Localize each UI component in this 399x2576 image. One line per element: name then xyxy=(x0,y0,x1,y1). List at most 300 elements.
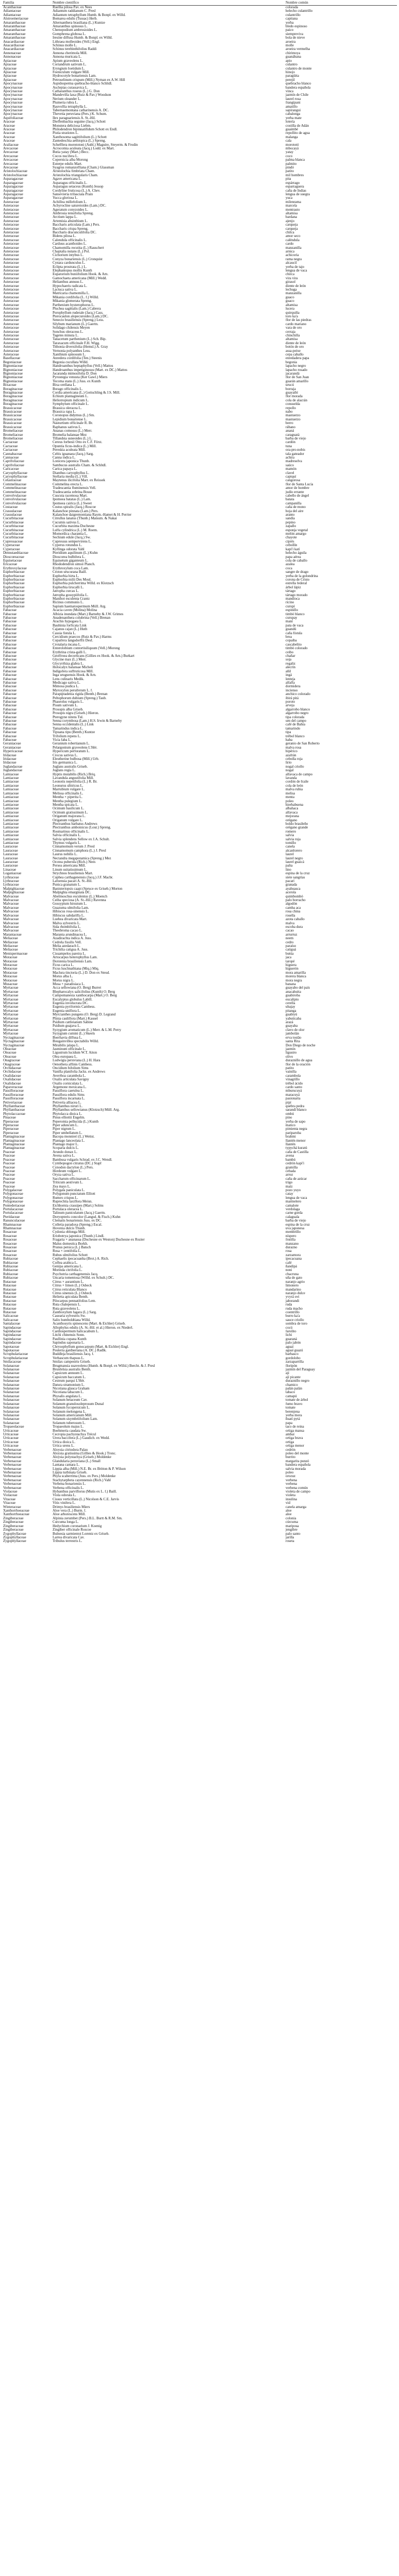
table-row xyxy=(2,116,397,120)
cell-nombre-comun: guaco xyxy=(286,295,294,299)
cell-familia: Myrtaceae xyxy=(3,994,19,998)
cell-familia: Fabaceae xyxy=(3,677,17,681)
cell-nombre-comun: bambú xyxy=(286,1158,296,1162)
table-row xyxy=(2,608,397,612)
table-row xyxy=(2,174,397,177)
cell-nombre-comun: coca xyxy=(286,566,292,570)
table-row xyxy=(2,578,397,582)
table-row xyxy=(2,296,397,299)
cell-familia: Asparagaceae xyxy=(3,185,23,189)
cell-familia: Asteraceae xyxy=(3,238,19,242)
cell-familia: Lamiaceae xyxy=(3,829,19,834)
cell-nombre-cientifico: Ageratum conyzoides L. xyxy=(53,208,89,212)
cell-nombre-comun: uva japonesa xyxy=(286,1227,305,1230)
table-row xyxy=(2,1086,397,1089)
cell-familia: Amaranthaceae xyxy=(3,28,26,32)
cell-nombre-comun: guabiroba xyxy=(286,994,300,998)
table-row xyxy=(2,1292,397,1295)
cell-nombre-cientifico: Salvia officinalis L. xyxy=(53,834,81,838)
cell-nombre-cientifico: Helianthus annuus L. xyxy=(53,280,84,284)
cell-nombre-cientifico: Passiflora caerulea L. xyxy=(53,1089,84,1093)
cell-nombre-comun: café de Bahía xyxy=(286,723,306,727)
cell-familia: Bromeliaceae xyxy=(3,429,23,433)
cell-nombre-cientifico: Hyptis mutabilis (Rich.) Briq. xyxy=(53,772,96,776)
table-row xyxy=(2,654,397,658)
cell-nombre-cientifico: Albizia inundata (Mart.) Barneby & J.W. Grimes xyxy=(53,612,124,616)
cell-familia: Lamiaceae xyxy=(3,784,19,788)
cell-familia: Rhamnaceae xyxy=(3,1227,22,1230)
cell-nombre-cientifico: Chamomilla recutita (L.) Rauschert xyxy=(53,246,104,250)
cell-nombre-comun: guaco xyxy=(286,299,294,303)
cell-nombre-comun: chirimoya xyxy=(286,51,301,55)
cell-nombre-cientifico: Vicia faba L. xyxy=(53,738,72,742)
cell-familia: Araceae xyxy=(3,139,15,143)
cell-familia: Santalaceae xyxy=(3,1322,21,1326)
table-row xyxy=(2,490,397,494)
cell-familia: Nyctaginaceae xyxy=(3,1043,25,1047)
table-row xyxy=(2,948,397,952)
cell-nombre-comun: zapallo xyxy=(286,524,296,529)
cell-nombre-comun: marcela xyxy=(286,204,297,208)
cell-nombre-comun: ceibo xyxy=(286,650,294,654)
cell-nombre-comun: manzanilla xyxy=(286,292,302,296)
cell-nombre-cientifico: Piper aduncum L. xyxy=(53,1124,78,1128)
cell-nombre-cientifico: Apium graveolens L. xyxy=(53,59,84,63)
cell-nombre-cientifico: Erythrina crista-galli L. xyxy=(53,650,87,654)
cell-nombre-comun: haba xyxy=(286,738,293,742)
cell-nombre-cientifico: Origanum vulgare L. xyxy=(53,818,83,822)
cell-nombre-cientifico: Cercidium praecox (Ruiz & Pav.) Harms xyxy=(53,635,112,639)
table-row xyxy=(2,1345,397,1349)
cell-familia: Lamiaceae xyxy=(3,837,19,841)
cell-familia: Cucurbitaceae xyxy=(3,532,24,536)
cell-nombre-comun: laurel negro xyxy=(286,856,303,860)
cell-nombre-cientifico: Zanthoxylum fagara (L.) Sarg. xyxy=(53,1310,97,1314)
cell-nombre-comun: barba de viejo xyxy=(286,436,306,440)
table-row xyxy=(2,250,397,253)
cell-familia: Apocynaceae xyxy=(3,93,23,97)
table-row xyxy=(2,1402,397,1406)
cell-familia: Solanaceae xyxy=(3,1379,20,1383)
cell-familia: Bromeliaceae xyxy=(3,436,23,440)
cell-nombre-cientifico: Juglans australis Griseb. xyxy=(53,765,88,769)
table-row xyxy=(2,391,397,395)
cell-familia: Rubiaceae xyxy=(3,1261,19,1265)
cell-nombre-comun: sangre de drago xyxy=(286,570,309,574)
cell-nombre-cientifico: Rauvolfia tetraphylla L. xyxy=(53,105,88,109)
table-row xyxy=(2,1288,397,1292)
cell-nombre-cientifico: Acca sellowiana (O. Berg) Burret xyxy=(53,986,102,990)
table-row xyxy=(2,1021,397,1024)
cell-nombre-cientifico: Pyrostegia venusta (Ker Gawl.) Miers xyxy=(53,376,108,380)
table-row xyxy=(2,1261,397,1265)
cell-nombre-cientifico: Solanum granulosoleprosum Dunal xyxy=(53,1402,104,1406)
cell-familia: Lauraceae xyxy=(3,849,18,853)
cell-familia: Loganiaceae xyxy=(3,872,22,876)
cell-nombre-comun: bledo espinoso xyxy=(286,25,307,29)
cell-nombre-cientifico: Plumeria rubra L. xyxy=(53,101,78,105)
table-row xyxy=(2,170,397,173)
cell-familia: Rubiaceae xyxy=(3,1272,19,1276)
table-row xyxy=(2,345,397,349)
cell-nombre-comun: guayaibí xyxy=(286,391,298,395)
table-row xyxy=(2,784,397,788)
cell-familia: Oleaceae xyxy=(3,1055,16,1059)
table-row xyxy=(2,1311,397,1314)
cell-nombre-cientifico: Gamochaeta americana (Mill.) Wedd. xyxy=(53,276,107,280)
cell-familia: Cactaceae xyxy=(3,448,18,452)
cell-nombre-cientifico: Averrhoa carambola L. xyxy=(53,1074,86,1078)
cell-nombre-comun: floripón xyxy=(286,1364,297,1368)
table-row xyxy=(2,193,397,196)
cell-familia: Plantaginaceae xyxy=(3,1139,25,1143)
table-row xyxy=(2,994,397,997)
cell-nombre-cientifico: Pteridium aquilinum (L.) Kuhn xyxy=(53,551,98,555)
cell-familia: Fabaceae xyxy=(3,669,17,673)
table-row xyxy=(2,74,397,78)
cell-familia: Boraginaceae xyxy=(3,398,23,402)
cell-nombre-comun: ortiga brava xyxy=(286,1436,303,1440)
table-row xyxy=(2,395,397,398)
cell-nombre-cientifico: Cinnamomum verum J. Presl xyxy=(53,845,95,849)
cell-nombre-comun: catiguá xyxy=(286,948,296,952)
cell-nombre-cientifico: Carduus acanthoides L. xyxy=(53,242,87,246)
cell-nombre-comun: bandera española xyxy=(286,1463,311,1467)
cell-nombre-comun: bandera española xyxy=(286,86,311,90)
table-row xyxy=(2,1044,397,1047)
cell-nombre-cientifico: Catharanthus roseus (L.) G. Don xyxy=(53,89,100,93)
cell-familia: Solanaceae xyxy=(3,1368,20,1372)
cell-nombre-cientifico: Geranium robertianum L. xyxy=(53,742,90,746)
cell-nombre-cientifico: Ilex paraguariensis A. St.-Hil. xyxy=(53,116,96,120)
cell-nombre-cientifico: Larrea divaricata Cav. xyxy=(53,1535,85,1539)
cell-nombre-comun: manzano xyxy=(286,1242,299,1246)
table-row xyxy=(2,1314,397,1318)
cell-familia: Asteraceae xyxy=(3,200,19,204)
cell-nombre-cientifico: Chrysophyllum gonocarpum (Mart. & Eichler) Engl. xyxy=(53,1345,129,1349)
table-row xyxy=(2,780,397,784)
cell-nombre-cientifico: Senna occidentalis (L.) Link xyxy=(53,723,94,727)
table-row xyxy=(2,93,397,97)
table-row xyxy=(2,1204,397,1208)
cell-familia: Aristolochiaceae xyxy=(3,170,28,174)
table-row xyxy=(2,1002,397,1005)
cell-nombre-cientifico: Eucalyptus globulus Labill. xyxy=(53,997,93,1002)
cell-familia: Lamiaceae xyxy=(3,776,19,781)
cell-nombre-cientifico: Indigofera suffruticosa Mill. xyxy=(53,669,94,673)
cell-nombre-cientifico: Sambucus australis Cham. & Schltdl. xyxy=(53,463,107,467)
cell-familia: Pteridaceae xyxy=(3,1215,20,1219)
cell-nombre-comun: campanilla xyxy=(286,501,302,505)
cell-nombre-comun: rosa xyxy=(286,1249,292,1253)
table-row xyxy=(2,1524,397,1528)
cell-familia: Scrophulariaceae xyxy=(3,1356,28,1360)
cell-nombre-cientifico: Campomanesia xanthocarpa (Mart.) O. Berg xyxy=(53,994,117,998)
cell-nombre-cientifico: Euphorbia milii Des Moul. xyxy=(53,578,92,582)
cell-nombre-comun: guayabo del país xyxy=(286,986,310,990)
table-row xyxy=(2,372,397,376)
cell-nombre-comun: costilla de Adán xyxy=(286,124,309,128)
cell-nombre-comun: achicoria xyxy=(286,253,299,258)
cell-nombre-comun: mastuerzo xyxy=(286,417,301,421)
cell-nombre-cientifico: Chenopodium ambrosioides L. xyxy=(53,28,97,32)
cell-nombre-comun: melón amargo xyxy=(286,532,307,536)
cell-nombre-comun: orégano xyxy=(286,818,297,822)
cell-familia: Fabaceae xyxy=(3,734,17,738)
table-row xyxy=(2,9,397,13)
cell-nombre-comun: cepa caballo xyxy=(286,352,304,357)
cell-nombre-cientifico: Myroxylon peruiferum L. f. xyxy=(53,688,93,692)
table-row xyxy=(2,1059,397,1062)
table-row xyxy=(2,258,397,261)
table-row xyxy=(2,807,397,810)
table-row xyxy=(2,475,397,479)
cell-nombre-comun: alfavaca xyxy=(286,810,298,815)
cell-familia: Marantaceae xyxy=(3,933,22,937)
table-row xyxy=(2,1154,397,1158)
cell-nombre-comun: chañar xyxy=(286,654,295,658)
cell-nombre-comun: algodón xyxy=(286,902,297,906)
cell-familia: Asparagaceae xyxy=(3,177,23,181)
cell-nombre-cientifico: Peltophorum dubium (Spreng.) Taub. xyxy=(53,696,107,700)
cell-nombre-cientifico: Ipomoea cairica (L.) Sweet xyxy=(53,501,92,505)
cell-nombre-comun: flor de San Juan xyxy=(286,376,309,380)
cell-nombre-cientifico: Asclepias curassavica L. xyxy=(53,86,88,90)
cell-nombre-cientifico: Crocus sativus L. xyxy=(53,753,78,757)
cell-nombre-cientifico: Solanum tuberosum L. xyxy=(53,1421,86,1425)
cell-familia: Urticaceae xyxy=(3,1436,19,1440)
cell-nombre-cientifico: Lepidium bonariense L. xyxy=(53,417,88,421)
table-row xyxy=(2,445,397,448)
cell-familia: Rubiaceae xyxy=(3,1268,19,1273)
table-row xyxy=(2,1265,397,1268)
cell-nombre-comun: saúco xyxy=(286,463,294,467)
cell-familia: Meliaceae xyxy=(3,948,18,952)
cell-familia: Araceae xyxy=(3,128,15,131)
cell-nombre-comun: altamisa xyxy=(286,303,298,307)
table-row xyxy=(2,1101,397,1105)
cell-nombre-cientifico: Ligustrum lucidum W.T. Aiton xyxy=(53,1051,97,1055)
cell-nombre-cientifico: Laurus nobilis L. xyxy=(53,853,78,857)
cell-nombre-cientifico: Mirabilis jalapa L. xyxy=(53,1043,79,1047)
cell-familia: Verbenaceae xyxy=(3,1482,22,1486)
cell-nombre-comun: colonia xyxy=(286,1516,296,1520)
table-row xyxy=(2,1131,397,1135)
cell-nombre-comun: consuelda xyxy=(286,402,300,406)
table-row xyxy=(2,925,397,929)
cell-nombre-comun: alfalfa xyxy=(286,681,295,685)
cell-nombre-comun: violeta xyxy=(286,1494,296,1498)
table-row xyxy=(2,864,397,868)
cell-nombre-comun: gordolobo xyxy=(286,1356,301,1360)
cell-familia: Adiantaceae xyxy=(3,13,21,17)
cell-familia: Apocynaceae xyxy=(3,82,23,86)
table-row xyxy=(2,979,397,982)
cell-familia: Zingiberaceae xyxy=(3,1520,24,1524)
cell-nombre-comun: hipérico xyxy=(286,750,297,754)
cell-familia: Asteraceae xyxy=(3,273,19,277)
cell-nombre-cientifico: Citrus sinensis (L.) Osbeck xyxy=(53,1291,92,1295)
cell-nombre-comun: arveja xyxy=(286,704,295,708)
cell-nombre-cientifico: Tabernaemontana catharinensis A. DC. xyxy=(53,108,109,112)
table-row xyxy=(2,937,397,940)
cell-nombre-cientifico: Foeniculum vulgare Mill. xyxy=(53,70,90,74)
cell-nombre-comun: roseta xyxy=(286,1539,294,1544)
cell-familia: Petiveriaceae xyxy=(3,1100,23,1105)
table-row xyxy=(2,280,397,284)
table-row xyxy=(2,505,397,509)
cell-nombre-cientifico: Morinda citrifolia L. xyxy=(53,1268,82,1273)
table-row xyxy=(2,253,397,257)
table-row xyxy=(2,795,397,799)
cell-familia: Lauraceae xyxy=(3,853,18,857)
table-row xyxy=(2,426,397,429)
cell-nombre-cientifico: Rhododendron simsii Planch. xyxy=(53,563,95,567)
cell-nombre-comun: tamarindo xyxy=(286,726,301,731)
cell-familia: Rutaceae xyxy=(3,1280,16,1284)
cell-nombre-cientifico: Silybum marianum (L.) Gaertn. xyxy=(53,322,98,326)
table-row xyxy=(2,716,397,719)
cell-nombre-comun: flor de las piedras xyxy=(286,318,311,323)
cell-familia: Asparagaceae xyxy=(3,192,23,196)
table-row xyxy=(2,189,397,193)
table-row xyxy=(2,223,397,227)
cell-nombre-cientifico: Alpinia zerumbet (Pers.) B.L. Burtt & R.M. Sm. xyxy=(53,1516,123,1520)
cell-familia: Costaceae xyxy=(3,505,18,510)
cell-nombre-cientifico: Tithonia diversifolia (Hemsl.) A. Gray xyxy=(53,345,108,349)
cell-familia: Moraceae xyxy=(3,956,18,960)
cell-familia: Cucurbitaceae xyxy=(3,524,24,529)
cell-nombre-comun: mentrasto xyxy=(286,208,300,212)
cell-familia: Plantaginaceae xyxy=(3,1143,25,1147)
cell-familia: Caryophyllaceae xyxy=(3,471,28,475)
cell-familia: Solanaceae xyxy=(3,1391,20,1395)
cell-nombre-cientifico: Iresine diffusa Humb. & Bonpl. ex Willd. xyxy=(53,36,113,40)
cell-familia: Ranunculaceae xyxy=(3,1219,25,1223)
table-row xyxy=(2,1295,397,1299)
cell-nombre-comun: mbocayá xyxy=(286,147,299,151)
cell-nombre-comun: jazmín xyxy=(286,1047,296,1051)
table-row xyxy=(2,200,397,204)
cell-familia: Commelinaceae xyxy=(3,482,27,486)
table-row xyxy=(2,1326,397,1330)
table-row xyxy=(2,811,397,815)
table-row xyxy=(2,1017,397,1021)
cell-nombre-comun: guarán amarillo xyxy=(286,379,309,383)
table-row xyxy=(2,311,397,315)
cell-familia: Sapindaceae xyxy=(3,1337,21,1341)
cell-familia: Boraginaceae xyxy=(3,395,23,399)
cell-nombre-cientifico: Anadenanthera colubrina (Vell.) Brenan xyxy=(53,616,110,620)
cell-nombre-cientifico: Mimosa pudica L. xyxy=(53,685,79,689)
cell-nombre-comun: alcaucil xyxy=(286,261,297,265)
cell-nombre-cientifico: Pereskia aculeata Mill. xyxy=(53,448,86,452)
cell-familia: Lauraceae xyxy=(3,864,18,868)
cell-familia: Fabaceae xyxy=(3,692,17,697)
cell-nombre-cientifico: Lippia turbinata Griseb. xyxy=(53,1471,88,1475)
cell-familia: Piperaceae xyxy=(3,1131,19,1135)
cell-nombre-comun: morera blanca xyxy=(286,975,306,979)
table-row xyxy=(2,437,397,440)
table-row xyxy=(2,899,397,902)
table-row xyxy=(2,1268,397,1272)
table-row xyxy=(2,1383,397,1387)
table-row xyxy=(2,1322,397,1326)
cell-nombre-cientifico: Aristolochia fimbriata Cham. xyxy=(53,170,95,174)
table-row xyxy=(2,128,397,131)
table-row xyxy=(2,658,397,662)
cell-nombre-comun: quimbombó xyxy=(286,894,303,899)
cell-nombre-comun: lotería xyxy=(286,120,295,124)
cell-nombre-comun: cascabelito xyxy=(286,642,302,647)
cell-nombre-cientifico: Cuscuta racemosa Mart. xyxy=(53,494,88,498)
cell-familia: Malpighiaceae xyxy=(3,891,25,895)
cell-nombre-comun: rábano xyxy=(286,425,296,429)
cell-familia: Oleaceae xyxy=(3,1051,16,1055)
cell-nombre-comun: vainilla xyxy=(286,1070,296,1074)
table-row xyxy=(2,55,397,59)
cell-familia: Begoniaceae xyxy=(3,360,22,364)
cell-nombre-comun: higuerón xyxy=(286,967,298,971)
table-row xyxy=(2,757,397,761)
cell-familia: Phytolaccaceae xyxy=(3,1112,26,1116)
cell-nombre-cientifico: Croton urucurana Baill. xyxy=(53,570,87,574)
cell-nombre-comun: vinca xyxy=(286,89,294,93)
table-row xyxy=(2,876,397,879)
cell-nombre-cientifico: Hydrocotyle bonariensis Lam. xyxy=(53,74,96,78)
cell-nombre-comun: pepino xyxy=(286,520,296,524)
table-row xyxy=(2,529,397,532)
table-row xyxy=(2,498,397,501)
cell-nombre-comun: geranio de San Roberto xyxy=(286,742,320,746)
cell-nombre-cientifico: Tribulus terrestris L. xyxy=(53,1539,82,1544)
table-row xyxy=(2,605,397,608)
cell-nombre-cientifico: Cassia fistula L. xyxy=(53,631,76,635)
cell-nombre-cientifico: Doryopteris concolor (Langsd. & Fisch.) Kuhn xyxy=(53,1215,121,1219)
cell-nombre-comun: cerraja xyxy=(286,330,296,334)
cell-familia: Fabaceae xyxy=(3,639,17,643)
table-row xyxy=(2,952,397,956)
cell-nombre-comun: ají picante xyxy=(286,1375,301,1379)
cell-nombre-cientifico: Tipuana tipu (Benth.) Kuntze xyxy=(53,731,95,735)
cell-nombre-cientifico: Manihot esculenta Crantz xyxy=(53,597,90,601)
cell-familia: Bignoniaceae xyxy=(3,372,23,376)
cell-familia: Solanaceae xyxy=(3,1387,20,1391)
cell-familia: Sapindaceae xyxy=(3,1326,21,1330)
cell-nombre-cientifico: Phyllanthus sellowianus (Klotzsch) Müll. Arg. xyxy=(53,1108,120,1112)
cell-nombre-comun: palo borracho xyxy=(286,899,306,903)
cell-nombre-comun: madreselva xyxy=(286,460,302,464)
cell-familia: Verbenaceae xyxy=(3,1463,22,1467)
table-row xyxy=(2,1246,397,1249)
cell-nombre-cientifico: Tropaeolum majus L. xyxy=(53,1425,84,1429)
table-row xyxy=(2,1501,397,1505)
cell-nombre-comun: mora amarilla xyxy=(286,971,306,975)
cell-nombre-comun: esparraguera xyxy=(286,185,304,189)
cell-nombre-cientifico: Pinus elliottii Engelm. xyxy=(53,1116,85,1120)
cell-nombre-cientifico: Eleutherine bulbosa (Mill.) Urb. xyxy=(53,757,99,761)
cell-familia: Acanthaceae xyxy=(3,5,22,9)
cell-nombre-comun: verbena común xyxy=(286,1486,308,1490)
cell-nombre-comun: borraja xyxy=(286,387,296,391)
cell-familia: Annonaceae xyxy=(3,51,21,55)
cell-nombre-comun: alcanforero xyxy=(286,849,302,853)
cell-nombre-cientifico: Morus nigra L. xyxy=(53,978,75,982)
cell-nombre-cientifico: Acanthosyris spinescens (Mart. & Eichler) Griseb. xyxy=(53,1322,126,1326)
cell-familia: Meliaceae xyxy=(3,944,18,948)
cell-familia: Myrtaceae xyxy=(3,1028,19,1032)
cell-nombre-comun: timbó blanco xyxy=(286,612,305,616)
